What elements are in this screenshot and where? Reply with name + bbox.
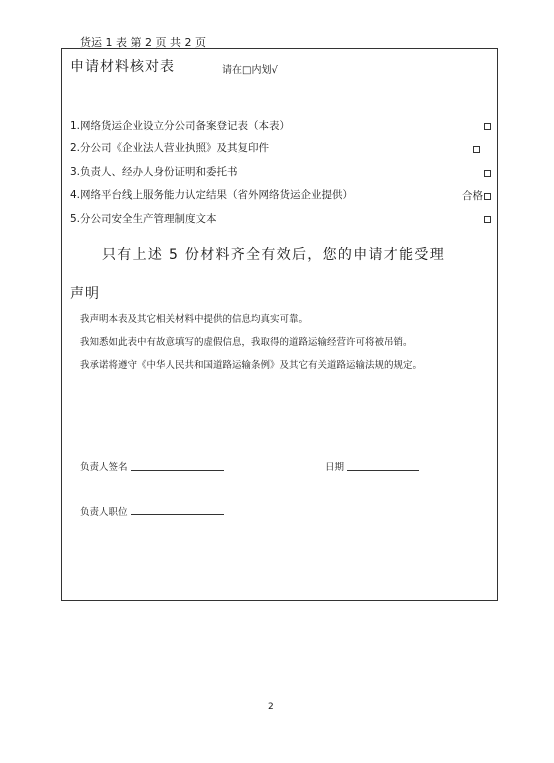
signature-label: 负责人签名 [80,462,128,473]
date-field[interactable] [347,470,419,471]
declaration-title: 声明 [70,286,100,302]
checkbox-item-4[interactable] [484,193,491,200]
checklist-item-1: 1.网络货运企业设立分公司备案登记表（本表） [70,120,291,132]
position-field[interactable] [131,514,224,515]
checklist-item-5: 5.分公司安全生产管理制度文本 [70,213,217,225]
checkbox-item-2[interactable] [473,146,480,153]
date-label: 日期 [325,462,345,473]
checklist-item-4: 4.网络平台线上服务能力认定结果（省外网络货运企业提供） [70,189,354,201]
checklist-title: 申请材料核对表 [70,59,175,75]
page-number: 2 [268,702,274,712]
declaration-line-1: 我声明本表及其它相关材料中提供的信息均真实可靠。 [80,314,309,325]
requirement-note: 只有上述 5 份材料齐全有效后，您的申请才能受理 [102,247,446,263]
page-header: 货运 1 表 第 2 页 共 2 页 [80,36,206,49]
position-label: 负责人职位 [80,507,128,518]
declaration-line-2: 我知悉如此表中有故意填写的虚假信息，我取得的道路运输经营许可将被吊销。 [80,337,413,348]
checklist-item-3: 3.负责人、经办人身份证明和委托书 [70,166,238,178]
checkbox-item-1[interactable] [484,123,491,130]
checkbox-item-3[interactable] [484,170,491,177]
checklist-hint: 请在□内划√ [222,65,278,76]
checkbox-item-5[interactable] [484,216,491,223]
signature-field[interactable] [131,470,224,471]
checklist-item-4-qualified-label: 合格 [462,190,483,202]
declaration-line-3: 我承诺将遵守《中华人民共和国道路运输条例》及其它有关道路运输法规的规定。 [80,360,423,371]
checklist-item-2: 2.分公司《企业法人营业执照》及其复印件 [70,142,270,154]
